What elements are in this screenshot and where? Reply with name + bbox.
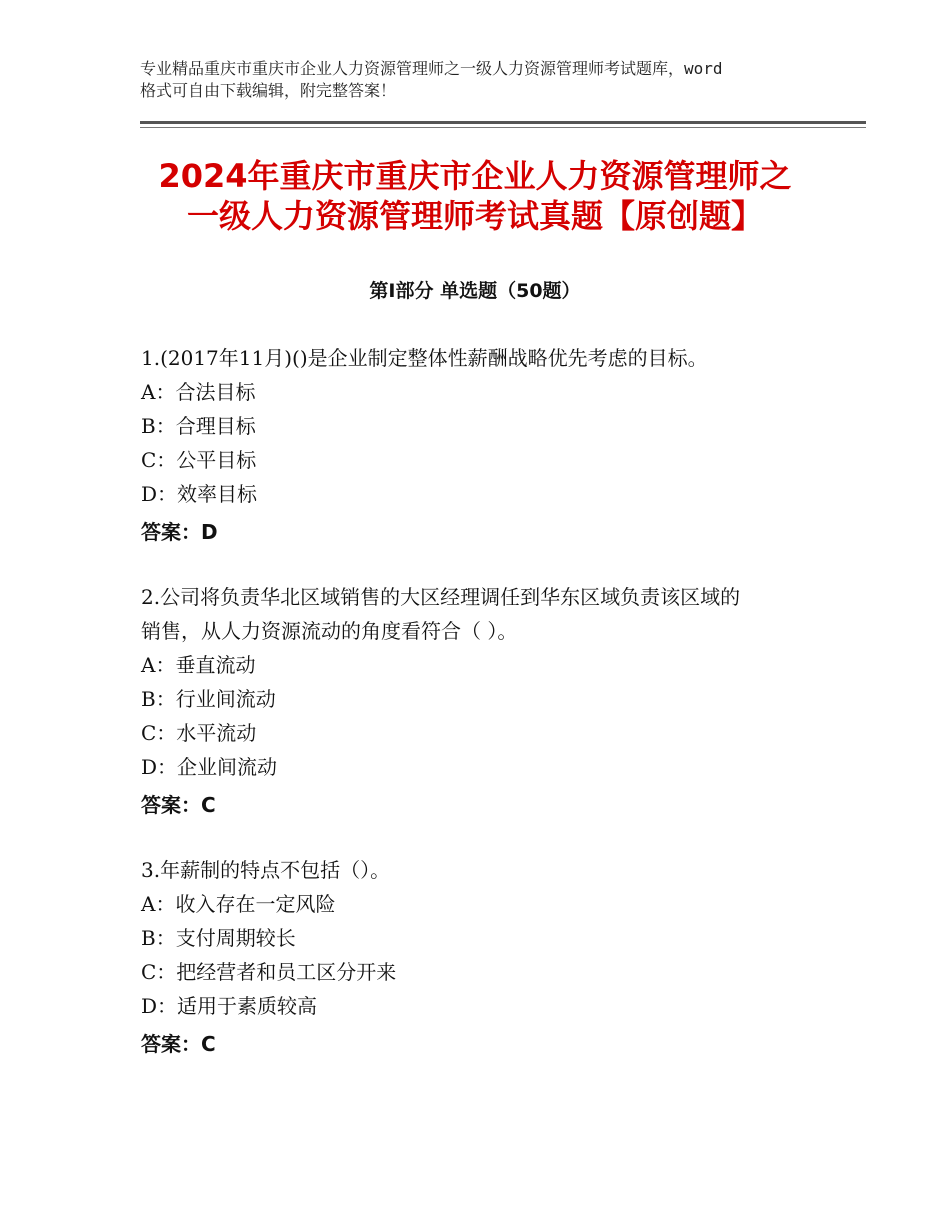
section-heading: 第Ⅰ部分 单选题（50题）: [369, 280, 581, 302]
header-note-line-1: 专业精品重庆市重庆市企业人力资源管理师之一级人力资源管理师考试题库，word: [140, 59, 723, 78]
header-note: [140, 58, 840, 102]
question-1-option-c: C：公平目标: [141, 448, 257, 472]
question-2-answer: 答案：C: [141, 793, 216, 817]
header-divider-thin: [140, 127, 866, 128]
question-1-text: 1.(2017年11月)()是企业制定整体性薪酬战略优先考虑的目标。: [141, 346, 708, 370]
question-3-option-b: B：支付周期较长: [141, 926, 296, 950]
question-3-option-c: C：把经营者和员工区分开来: [141, 960, 397, 984]
document-title-line-1: 2024年重庆市重庆市企业人力资源管理师之: [158, 157, 792, 195]
question-1-option-d: D：效率目标: [141, 482, 258, 506]
question-2-option-a: A：垂直流动: [141, 653, 256, 677]
question-1-option-a: A：合法目标: [141, 380, 256, 404]
document-title-line-2: 一级人力资源管理师考试真题【原创题】: [186, 197, 763, 235]
question-3-option-d: D：适用于素质较高: [141, 994, 318, 1018]
question-1-answer: 答案：D: [141, 520, 218, 544]
question-2-text-line-2: 销售，从人力资源流动的角度看符合（ ）。: [141, 619, 518, 643]
question-2-option-d: D：企业间流动: [141, 755, 278, 779]
question-2-text-line-1: 2.公司将负责华北区域销售的大区经理调任到华东区域负责该区域的: [141, 585, 741, 609]
question-2-option-c: C：水平流动: [141, 721, 257, 745]
header-note-line-2: 格式可自由下载编辑，附完整答案！: [140, 81, 397, 100]
question-3-option-a: A：收入存在一定风险: [141, 892, 336, 916]
header-divider-thick: [140, 121, 866, 124]
question-3-text: 3.年薪制的特点不包括（）。: [141, 858, 391, 882]
question-1-option-b: B：合理目标: [141, 414, 256, 438]
document-title: [80, 156, 870, 236]
question-2-option-b: B：行业间流动: [141, 687, 276, 711]
question-3-answer: 答案：C: [141, 1032, 216, 1056]
